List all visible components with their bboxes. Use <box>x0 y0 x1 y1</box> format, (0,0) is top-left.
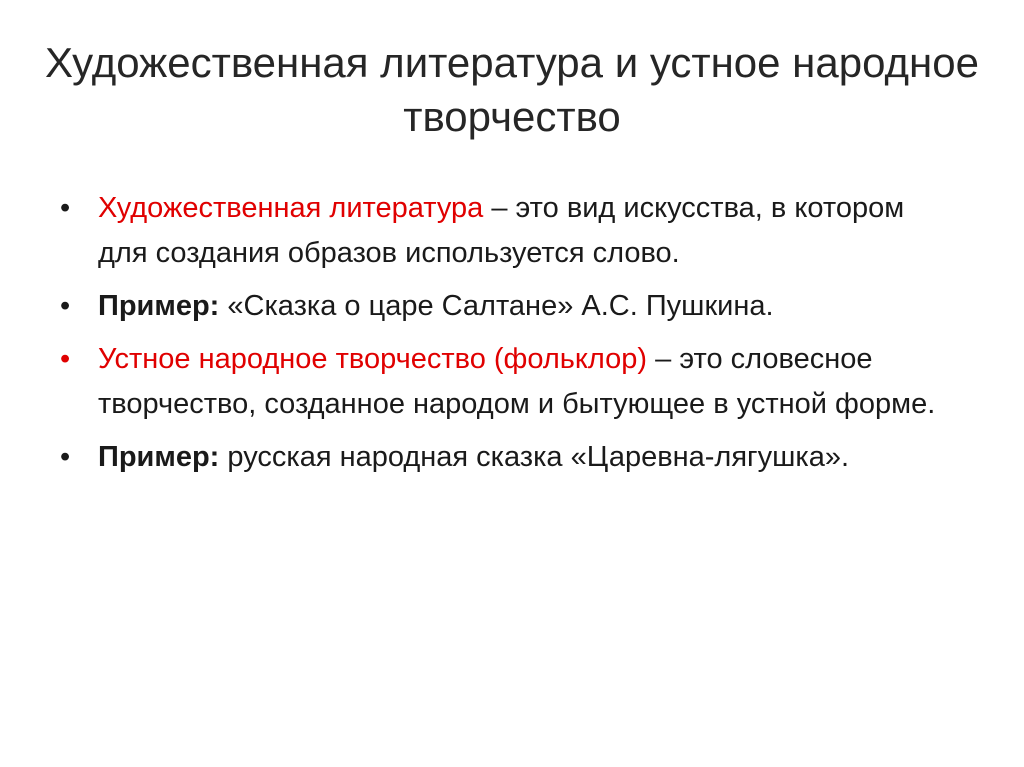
bullet-item-example-literature <box>60 284 950 329</box>
bullet-item-definition-literature <box>60 186 950 276</box>
example-label: Пример: <box>98 290 220 322</box>
example-label: Пример: <box>98 441 220 473</box>
bullet-icon: • <box>60 441 71 473</box>
bullet-icon: • <box>60 343 71 375</box>
term-folklore: Устное народное творчество (фольклор) <box>98 343 648 375</box>
example-text: русская народная сказка «Царевна-лягушка». <box>219 441 850 473</box>
bullet-icon: • <box>60 192 71 224</box>
bullet-icon: • <box>60 290 71 322</box>
slide-title: Художественная литература и устное народное творчество <box>45 39 979 140</box>
definition-text: – это вид искусства, в котором для создания образов используется слово. <box>98 192 905 269</box>
term-literature: Художественная литература <box>98 192 484 224</box>
bullet-item-example-folklore <box>60 435 950 480</box>
example-text: «Сказка о царе Салтане» А.С. Пушкина. <box>219 290 774 322</box>
bullet-item-definition-folklore <box>60 337 950 427</box>
bullet-list <box>60 186 950 488</box>
definition-text: – это словесное творчество, созданное народом и бытующее в устной форме. <box>98 343 936 420</box>
